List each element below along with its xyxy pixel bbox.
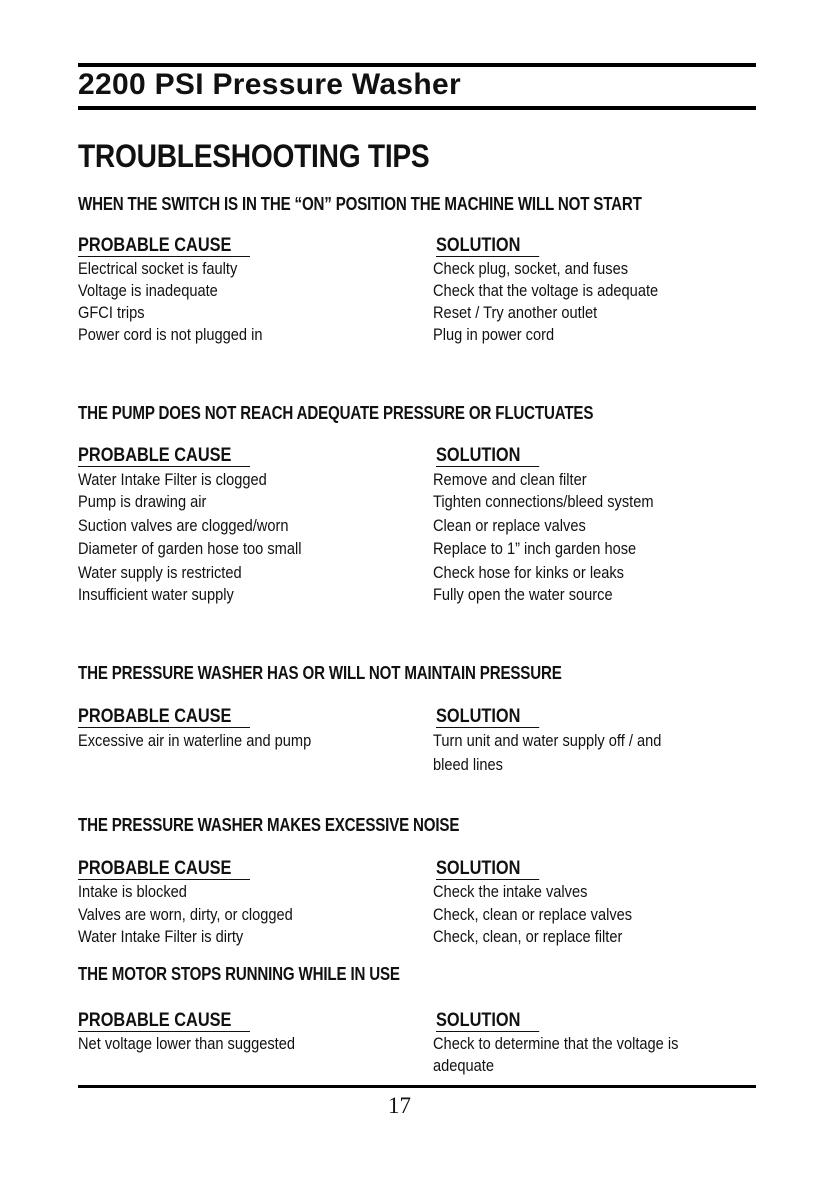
solution-item: Clean or replace valves bbox=[433, 516, 586, 535]
section-title: WHEN THE SWITCH IS IN THE “ON” POSITION THE MACHINE WILL NOT START bbox=[78, 194, 642, 214]
cause-item: Pump is drawing air bbox=[78, 492, 207, 511]
section-title: THE PUMP DOES NOT REACH ADEQUATE PRESSURE OR FLUCTUATES bbox=[78, 403, 594, 423]
cause-heading: PROBABLE CAUSE bbox=[78, 707, 250, 728]
cause-item: Electrical socket is faulty bbox=[78, 259, 238, 278]
header-bottom-rule bbox=[78, 106, 756, 110]
cause-heading: PROBABLE CAUSE bbox=[78, 236, 250, 257]
solution-item: Check, clean or replace valves bbox=[433, 905, 633, 924]
footer-rule bbox=[78, 1085, 756, 1088]
cause-heading: PROBABLE CAUSE bbox=[78, 1011, 250, 1032]
solution-item: Check that the voltage is adequate bbox=[433, 281, 659, 300]
solution-item: Plug in power cord bbox=[433, 325, 555, 344]
section-title: THE PRESSURE WASHER HAS OR WILL NOT MAINTAIN PRESSURE bbox=[78, 663, 562, 683]
section-title: THE PRESSURE WASHER MAKES EXCESSIVE NOISE bbox=[78, 815, 460, 835]
solution-item: Replace to 1” inch garden hose bbox=[433, 539, 637, 558]
solution-item: Tighten connections/bleed system bbox=[433, 492, 654, 511]
cause-item: Suction valves are clogged/worn bbox=[78, 516, 289, 535]
solution-heading: SOLUTION bbox=[436, 859, 539, 880]
solution-item: Check to determine that the voltage is bbox=[433, 1034, 679, 1053]
cause-heading: PROBABLE CAUSE bbox=[78, 446, 250, 467]
solution-item: Reset / Try another outlet bbox=[433, 303, 598, 322]
solution-heading: SOLUTION bbox=[436, 1011, 539, 1032]
cause-item: Excessive air in waterline and pump bbox=[78, 731, 312, 750]
cause-item: Diameter of garden hose too small bbox=[78, 539, 302, 558]
cause-item: Power cord is not plugged in bbox=[78, 325, 263, 344]
solution-item: Fully open the water source bbox=[433, 585, 613, 604]
solution-item: Check plug, socket, and fuses bbox=[433, 259, 629, 278]
solution-heading: SOLUTION bbox=[436, 707, 539, 728]
header-top-rule bbox=[78, 63, 756, 67]
solution-item: bleed lines bbox=[433, 755, 503, 774]
cause-item: Water Intake Filter is clogged bbox=[78, 470, 267, 489]
page-number: 17 bbox=[388, 1093, 411, 1118]
cause-item: Water Intake Filter is dirty bbox=[78, 927, 244, 946]
cause-item: GFCI trips bbox=[78, 303, 145, 322]
cause-item: Water supply is restricted bbox=[78, 563, 242, 582]
cause-item: Voltage is inadequate bbox=[78, 281, 218, 300]
solution-item: Remove and clean filter bbox=[433, 470, 587, 489]
solution-heading: SOLUTION bbox=[436, 236, 539, 257]
cause-item: Valves are worn, dirty, or clogged bbox=[78, 905, 293, 924]
section-title: THE MOTOR STOPS RUNNING WHILE IN USE bbox=[78, 964, 400, 984]
cause-item: Net voltage lower than suggested bbox=[78, 1034, 296, 1053]
solution-item: Turn unit and water supply off / and bbox=[433, 731, 662, 750]
cause-item: Intake is blocked bbox=[78, 882, 187, 901]
cause-heading: PROBABLE CAUSE bbox=[78, 859, 250, 880]
solution-item: adequate bbox=[433, 1056, 494, 1075]
cause-item: Insufficient water supply bbox=[78, 585, 234, 604]
solution-item: Check hose for kinks or leaks bbox=[433, 563, 624, 582]
solution-item: Check, clean, or replace filter bbox=[433, 927, 623, 946]
page-title: TROUBLESHOOTING TIPS bbox=[78, 138, 430, 174]
solution-item: Check the intake valves bbox=[433, 882, 588, 901]
header-title: 2200 PSI Pressure Washer bbox=[78, 68, 461, 101]
solution-heading: SOLUTION bbox=[436, 446, 539, 467]
